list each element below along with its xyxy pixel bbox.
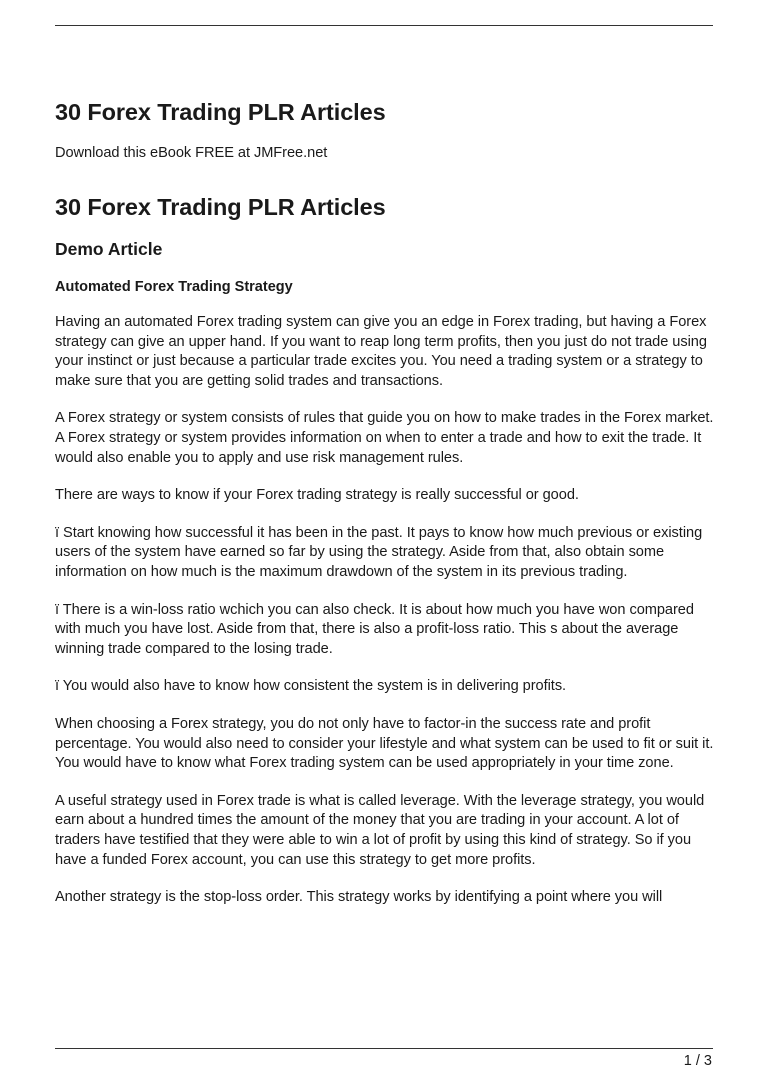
document-title: 30 Forex Trading PLR Articles: [55, 99, 386, 125]
document-title-repeat: 30 Forex Trading PLR Articles: [55, 193, 386, 220]
paragraph-2: A Forex strategy or system consists of rules that guide you on how to make trades in the Forex market. A Forex strategy or system provides information on when to enter a trade and how to exit the trade. It would also enable you to apply and use risk management rules.: [55, 410, 714, 466]
bullet-item-2: ï There is a win-loss ratio wchich you can also check. It is about how much you have won compared with much you have lost. Aside from that, there is also a profit-loss ratio. This s about the average winning trade compared to the losing trade.: [55, 601, 694, 657]
footer-rule: [55, 1048, 713, 1049]
bullet-item-3: ï You would also have to know how consistent the system is in delivering profits.: [55, 678, 567, 695]
paragraph-3: There are ways to know if your Forex trading strategy is really successful or good.: [55, 487, 579, 504]
bullet-item-1: ï Start knowing how successful it has been in the past. It pays to know how much previous or existing users of the system have earned so far by using the strategy. Aside from that, also obtain some information on how much is the maximum drawdown of the system in its previous trading.: [55, 524, 703, 580]
paragraph-1: Having an automated Forex trading system can give you an edge in Forex trading, but having a Forex strategy can give an upper hand. If you want to reap long term profits, then you just do not trade using your instinct or just because a particular trade excites you. You need a trading system or a strategy to make sure that you are getting solid trades and transactions.: [55, 314, 707, 389]
header-rule: [55, 25, 713, 26]
paragraph-5: A useful strategy used in Forex trade is what is called leverage. With the leverage strategy, you would earn about a hundred times the amount of the money that you are trading in your account. A lot of traders have testified that they were able to win a lot of profit by using this kind of strategy. So if you have a funded Forex account, you can use this strategy to get more profits.: [55, 792, 705, 868]
document-body: [55, 98, 715, 908]
paragraph-6: Another strategy is the stop-loss order. This strategy works by identifying a point where you will: [55, 889, 663, 906]
download-line: Download this eBook FREE at JMFree.net: [55, 145, 328, 162]
page-indicator: 1 / 3: [683, 1053, 712, 1069]
paragraph-4: When choosing a Forex strategy, you do not only have to factor-in the success rate and profit percentage. You would also need to consider your lifestyle and what system can be used to fit or suit it. You would have to know what Forex trading system can be used appropriately in your time zone.: [55, 715, 714, 772]
section-heading: Demo Article: [55, 239, 163, 260]
article-title: Automated Forex Trading Strategy: [55, 279, 293, 296]
